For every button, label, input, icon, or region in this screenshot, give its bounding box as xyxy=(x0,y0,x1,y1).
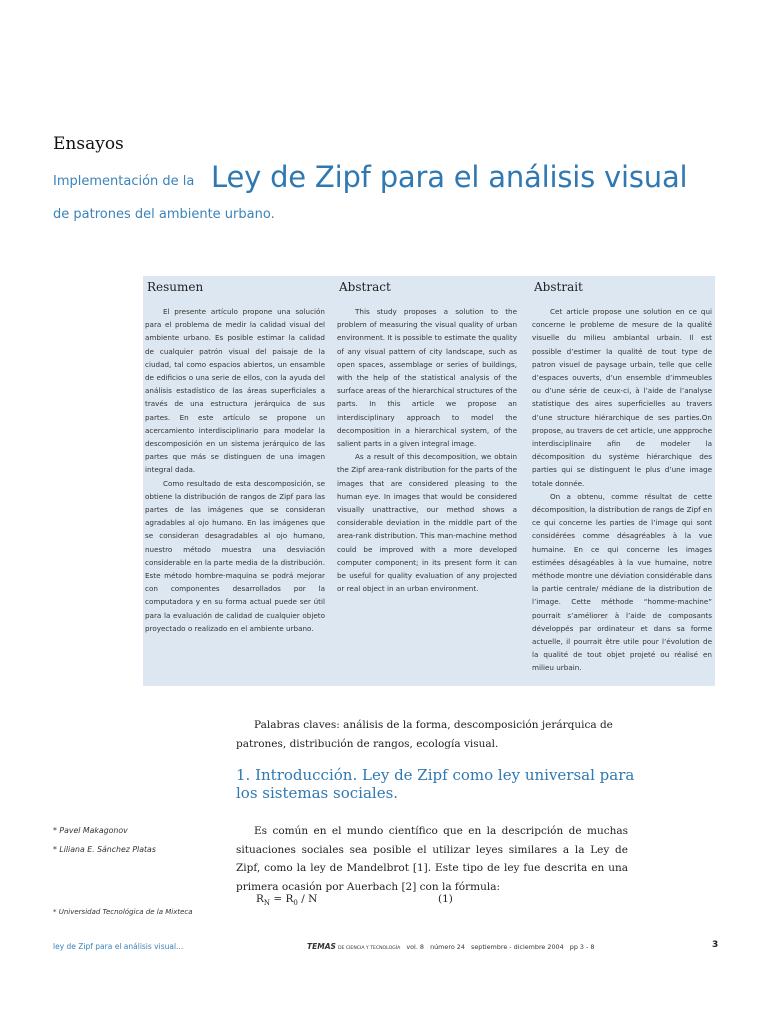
formula xyxy=(256,893,317,907)
abstract-paragraph: On a obtenu, comme résultat de cette décomposition, la distribution de rangs de Zipf en ce qui concerne les parties de l’image qui sont considérées comme désagréables à la vue humaine. En ce qui concerne les images estimées désagéables à la vue humaine, notre méthode montre une déviation considérable dans la partie centrale/ médiane de la distribution de l’image. Cette méthode “homme-machine” pourrait s’améliorer à l’aide de composants développés par ordinateur et dans sa forme actuelle, il pourrait être utile pour l’évolution de la qualité de tout objet projeté ou réalisé en milieu urbain. xyxy=(532,491,712,673)
formula-lhs: R xyxy=(256,893,264,905)
abstract-heading: Abstract xyxy=(339,280,391,294)
journal-pages: pp 3 - 8 xyxy=(569,943,595,951)
author-name: * Liliana E. Sánchez Platas xyxy=(53,845,156,854)
abstract-heading: Abstrait xyxy=(534,280,583,294)
journal-volume: vol. 8 xyxy=(406,943,424,951)
journal-name: TEMAS xyxy=(307,942,336,951)
section-heading: 1. Introducción. Ley de Zipf como ley universal para los sistemas sociales. xyxy=(236,766,635,802)
abstract-paragraph: This study proposes a solution to the problem of measuring the visual quality of urban environment. It is possible to estimate the quality of any visual pattern of city landscape, such as open spaces, assemblage or series of buildings, with the help of the statistical analysis of the surface areas of the hierarchical structures of the parts. In this article we propose an interdisciplinary approach to model the decomposition in a hierarchical system, of the salient parts in a given integral image. xyxy=(337,307,517,449)
formula-lhs-sub: N xyxy=(263,899,271,908)
formula-number: (1) xyxy=(438,893,453,905)
section-label: Ensayos xyxy=(53,134,124,154)
abstract-column-es xyxy=(145,280,325,635)
journal-info xyxy=(307,942,594,951)
running-title: ley de Zipf para el análisis visual... xyxy=(53,942,184,951)
formula-rhs-sub: 0 xyxy=(293,899,298,908)
formula-rhs-tail: / N xyxy=(297,893,318,905)
abstract-heading: Resumen xyxy=(147,280,204,294)
formula-rhs: R xyxy=(285,893,294,905)
journal-subtitle: DE CIENCIA Y TECNOLOGÍA xyxy=(337,946,401,951)
abstract-panel xyxy=(143,276,715,686)
title-prefix: Implementación de la xyxy=(53,174,195,189)
abstract-column-en xyxy=(337,280,517,595)
author-name: * Pavel Makagonov xyxy=(53,826,128,835)
abstract-column-fr xyxy=(532,280,712,675)
journal-number: número 24 xyxy=(430,943,465,951)
abstract-paragraph: El presente artículo propone una solución para el problema de medir la calidad visual del ambiente urbano. Es posible estimar la calidad de cualquier patrón visual del paisaje de la ciudad, tal como espacios abiertos, un ensamble de edificios o una serie de ellos, con la ayuda del análisis estadístico de las áreas superficiales a través de una estructura jerárquica de sus partes. En este artículo se propone un acercamiento interdisciplinario para modelar la descomposición en un sistema jerárquico de las partes que más se distinguen de una imagen integral dada. xyxy=(145,307,325,475)
abstract-paragraph: Como resultado de esta descomposición, se obtiene la distribución de rangos de Zipf para las partes de las imágenes que se consideran agradables al ojo humano. En las imágenes que se consideran desagradables al ojo humano, nuestro método muestra una desviación considerable en la parte media de la distribución. Este método hombre-maquina se podrá mejorar con componentes desarrollados por la computadora y en su forma actual puede ser útil para la evaluación de calidad de cualquier objeto proyectado o realizado en el ambiente urbano. xyxy=(145,478,325,633)
article-title: Ley de Zipf para el análisis visual xyxy=(211,160,688,194)
author-affiliation: * Universidad Tecnológica de la Mixteca xyxy=(53,908,193,916)
title-subtitle: de patrones del ambiente urbano. xyxy=(53,207,275,222)
abstract-paragraph: Cet article propose une solution en ce qui concerne le probleme de mesure de la qualité visuelle du milieu ambiantal urbain. Il est possible d’estimer la qualité de tout type de patron visuel de paysage urbain, telle que celle d’espaces ouverts, d’un ensemble d’immeubles ou d’une série de ceux-ci, à l’aide de l’analyse statistique des aires superficielles au travers d’une structure hiérarchique de ses parties.On propose, au travers de cet article, une appproche interdisciplinaire afin de modeler la décomposition du système hiérarchique des parties qui se distinguent le plus d’une image totale donnée. xyxy=(532,307,712,488)
abstract-paragraph: As a result of this decomposition, we obtain the Zipf area-rank distribution for the parts of the images that are considered pleasing to the human eye. In images that would be considered visually unattractive, our method shows a considerable deviation in the middle part of the area-rank distribution. This man-machine method could be improved with a more developed computer component; in its present form it can be useful for quality evaluation of any projected or real object in an urban environment. xyxy=(337,452,517,594)
formula-eq: = xyxy=(270,893,286,905)
body-paragraph: Es común en el mundo científico que en la descripción de muchas situaciones sociales sea posible el utilizar leyes similares a la Ley de Zipf, como la ley de Mandelbrot [1]. Este tipo de ley fue descrita en una primera ocasión por Auerbach [2] con la fórmula: xyxy=(236,825,628,893)
journal-period: septiembre - diciembre 2004 xyxy=(471,943,564,951)
keywords: Palabras claves: análisis de la forma, descomposición jerárquica de patrones, distribución de rangos, ecología visual. xyxy=(236,719,613,750)
page-number: 3 xyxy=(712,940,719,950)
